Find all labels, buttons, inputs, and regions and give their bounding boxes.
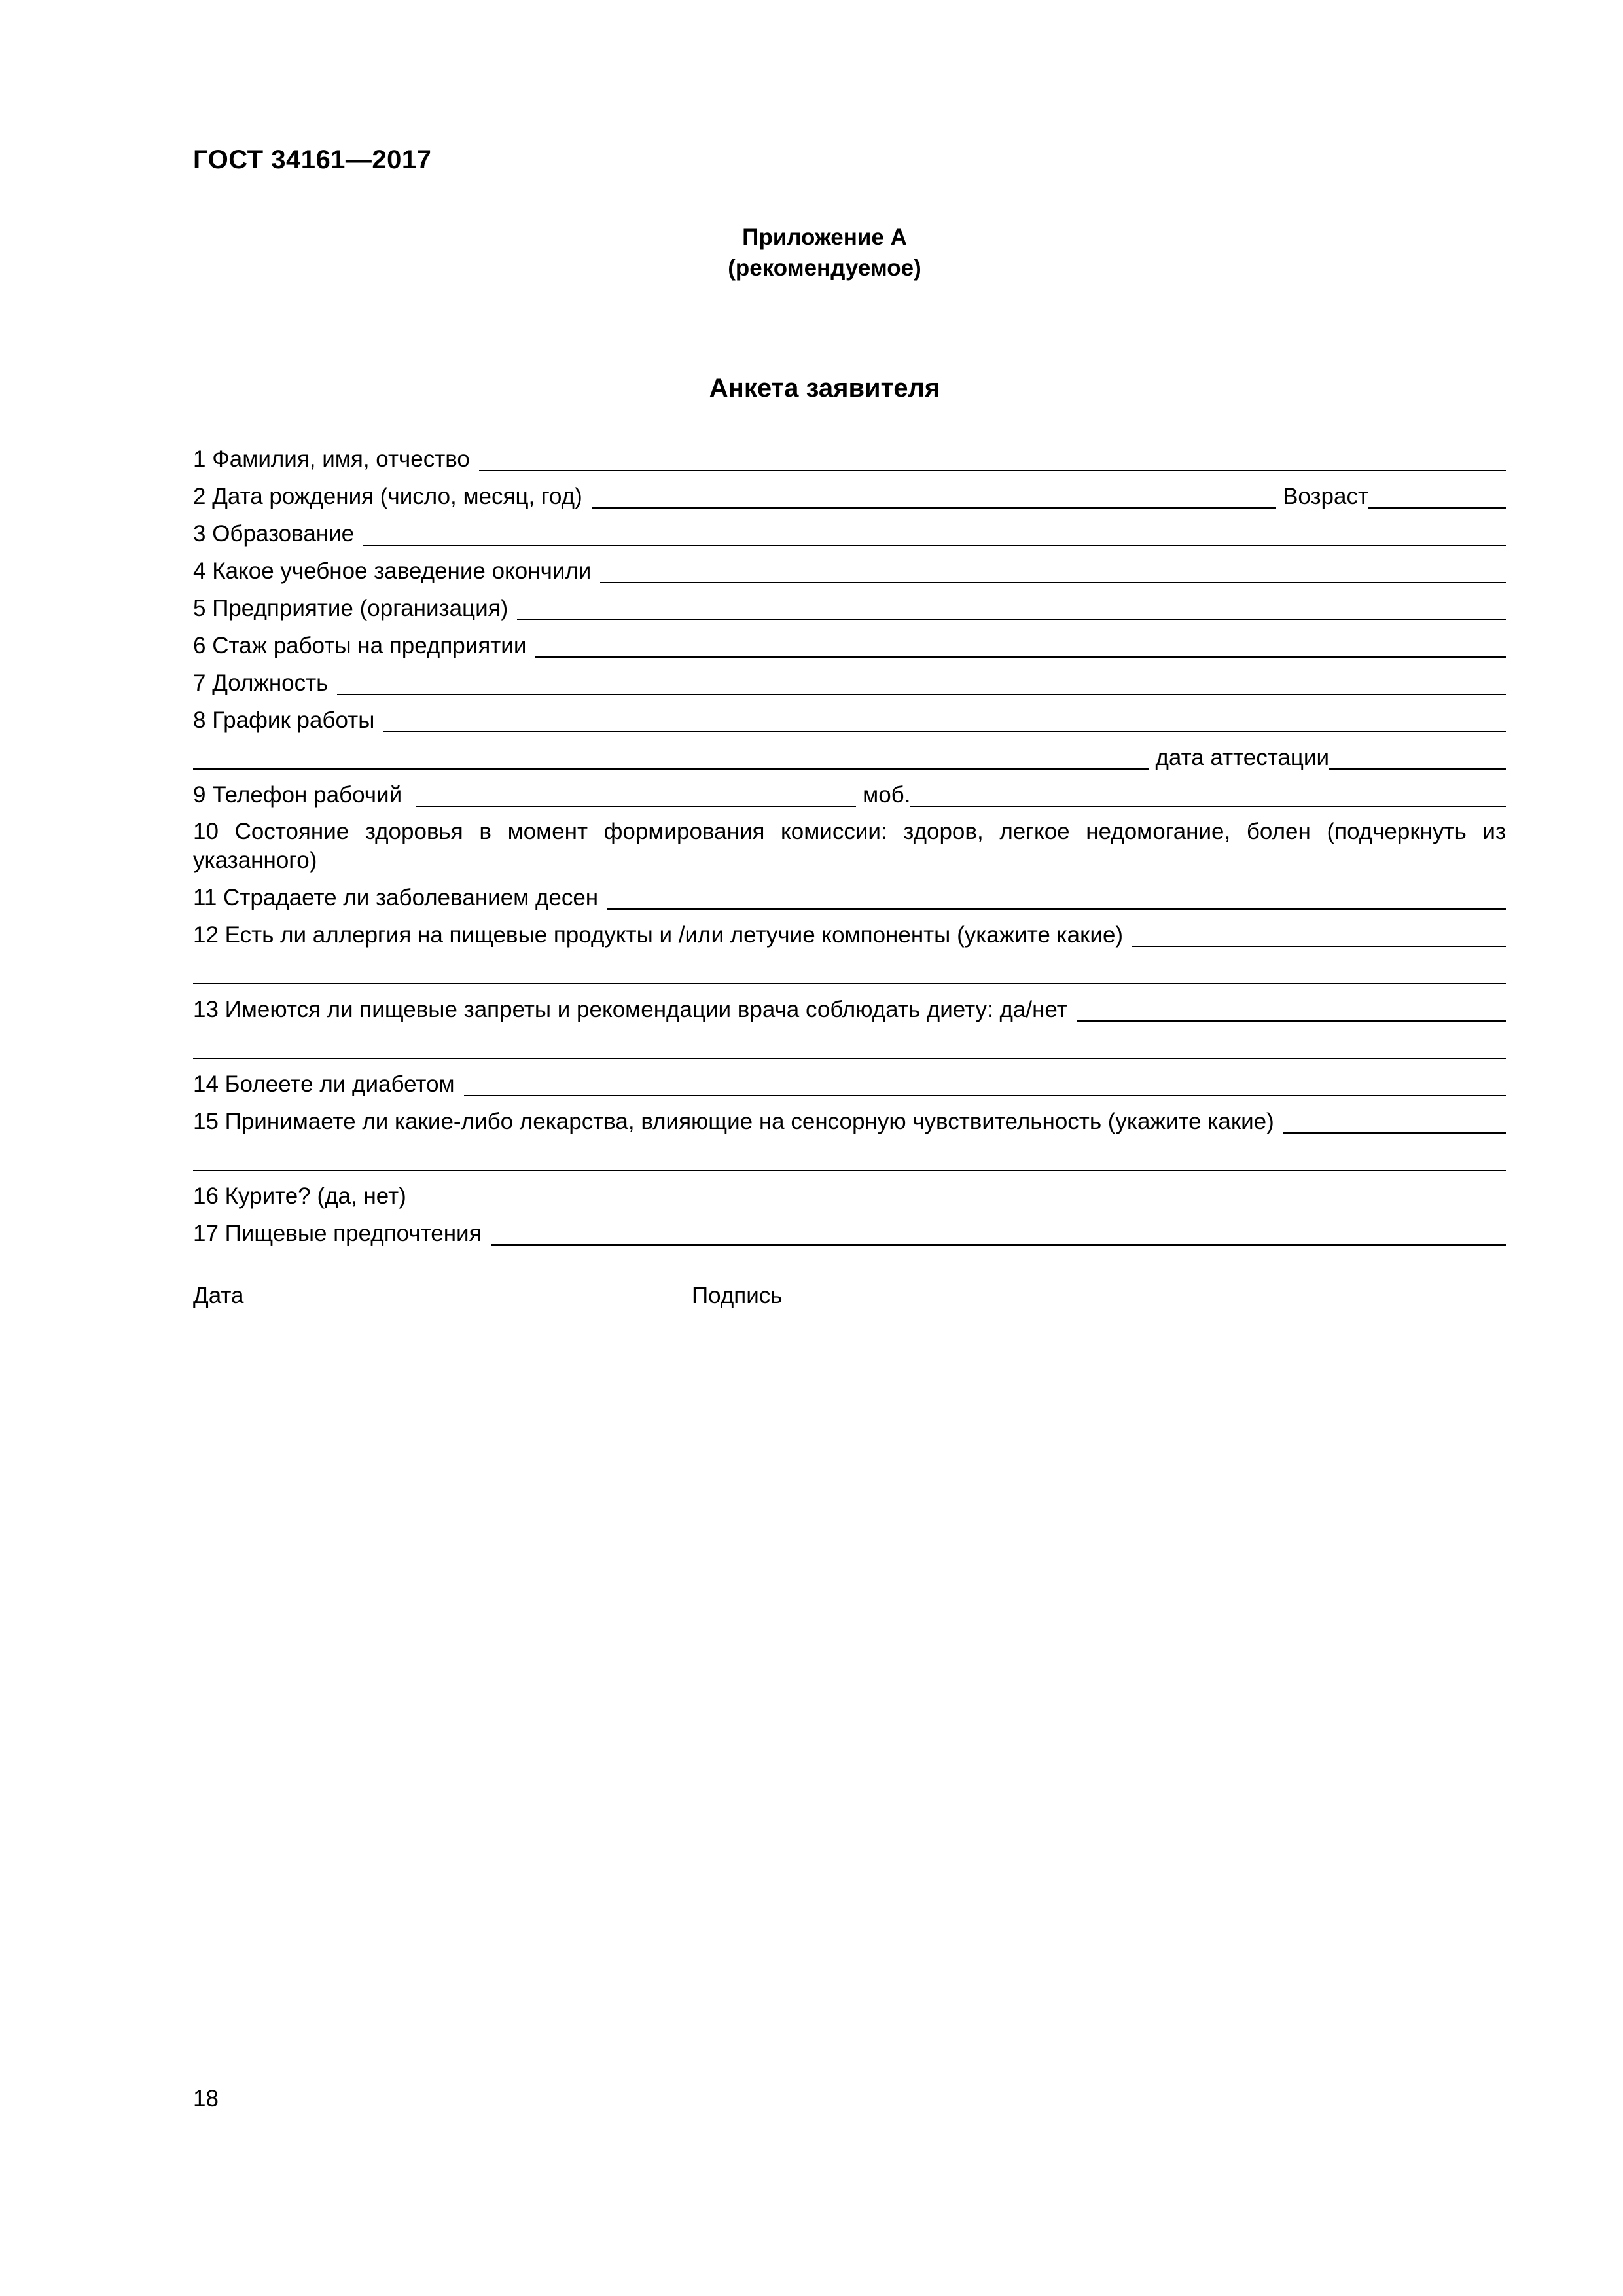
field-work-schedule [193, 698, 1506, 735]
field-gum-disease [193, 875, 1506, 912]
fill-line[interactable] [491, 1244, 1506, 1246]
field-allergy-continued [193, 950, 1506, 987]
field-label: 13 Имеются ли пищевые запреты и рекомендации врача соблюдать диету: да/нет [193, 997, 1067, 1022]
field-label-mobile: моб. [863, 782, 911, 808]
field-organization [193, 586, 1506, 623]
field-label: 4 Какое учебное заведение окончили [193, 558, 592, 584]
field-medications [193, 1099, 1506, 1136]
page-number: 18 [193, 2086, 219, 2111]
field-label: 17 Пищевые предпочтения [193, 1221, 482, 1246]
fill-line[interactable] [1132, 946, 1506, 947]
fill-line-mobile-phone[interactable] [910, 806, 1506, 807]
field-institution [193, 548, 1506, 586]
fill-line[interactable] [1077, 1020, 1506, 1022]
field-label-age: Возраст [1283, 484, 1368, 509]
field-label: 6 Стаж работы на предприятии [193, 633, 527, 658]
appendix-title: Приложение А [742, 224, 907, 250]
field-label: 10 Состояние здоровья в момент формирования комиссии: здоров, легкое недомогание, болен (подчеркнуть из указанного) [193, 819, 1506, 873]
field-phone [193, 772, 1506, 810]
field-food-preferences [193, 1211, 1506, 1248]
field-allergy [193, 912, 1506, 950]
field-label: 3 Образование [193, 521, 355, 547]
field-diet-restrictions-continued [193, 1024, 1506, 1062]
appendix-kind: (рекомендуемое) [728, 255, 921, 281]
fill-line[interactable] [517, 619, 1506, 620]
field-work-schedule-continued [193, 735, 1506, 772]
field-health-state [193, 810, 1506, 875]
fill-line[interactable] [193, 768, 1149, 770]
fill-line[interactable] [193, 983, 1506, 984]
fill-line[interactable] [193, 1170, 1506, 1171]
field-label: 7 Должность [193, 670, 329, 696]
field-label: 5 Предприятие (организация) [193, 596, 508, 621]
questionnaire-fields [193, 437, 1506, 1248]
field-label: 9 Телефон рабочий [193, 782, 402, 808]
fill-line-age[interactable] [1368, 507, 1506, 509]
field-diet-restrictions [193, 987, 1506, 1024]
date-label: Дата [193, 1283, 244, 1308]
fill-line[interactable] [592, 507, 1276, 509]
field-label: 11 Страдаете ли заболеванием десен [193, 885, 599, 910]
fill-line-work-phone[interactable] [416, 806, 856, 807]
field-label: 8 График работы [193, 708, 375, 733]
field-label: 12 Есть ли аллергия на пищевые продукты и /или летучие компоненты (укажите какие) [193, 922, 1124, 948]
standard-number: ГОСТ 34161—2017 [193, 145, 432, 174]
fill-line[interactable] [607, 908, 1506, 910]
fill-line[interactable] [1283, 1132, 1506, 1134]
fill-line[interactable] [363, 545, 1506, 546]
fill-line[interactable] [337, 694, 1506, 695]
fill-line[interactable] [383, 731, 1506, 732]
fill-line[interactable] [464, 1095, 1506, 1096]
field-label: 2 Дата рождения (число, месяц, год) [193, 484, 582, 509]
field-label-attestation-date: дата аттестации [1155, 745, 1329, 770]
fill-line[interactable] [193, 1058, 1506, 1059]
field-education [193, 511, 1506, 548]
fill-line[interactable] [479, 470, 1506, 471]
field-position [193, 660, 1506, 698]
field-label: 1 Фамилия, имя, отчество [193, 446, 470, 472]
fill-line[interactable] [600, 582, 1506, 583]
field-birth-date [193, 474, 1506, 511]
field-medications-continued [193, 1136, 1506, 1174]
field-diabetes [193, 1062, 1506, 1099]
field-label: 16 Курите? (да, нет) [193, 1183, 406, 1209]
form-title: Анкета заявителя [709, 374, 940, 403]
field-smoking [193, 1174, 1506, 1211]
field-full-name [193, 437, 1506, 474]
fill-line[interactable] [535, 656, 1506, 658]
field-label: 15 Принимаете ли какие-либо лекарства, влияющие на сенсорную чувствительность (укажите какие) [193, 1109, 1274, 1134]
signature-label: Подпись [692, 1283, 783, 1308]
fill-line-attestation-date[interactable] [1329, 768, 1506, 770]
field-work-experience [193, 623, 1506, 660]
field-label: 14 Болеете ли диабетом [193, 1071, 455, 1097]
